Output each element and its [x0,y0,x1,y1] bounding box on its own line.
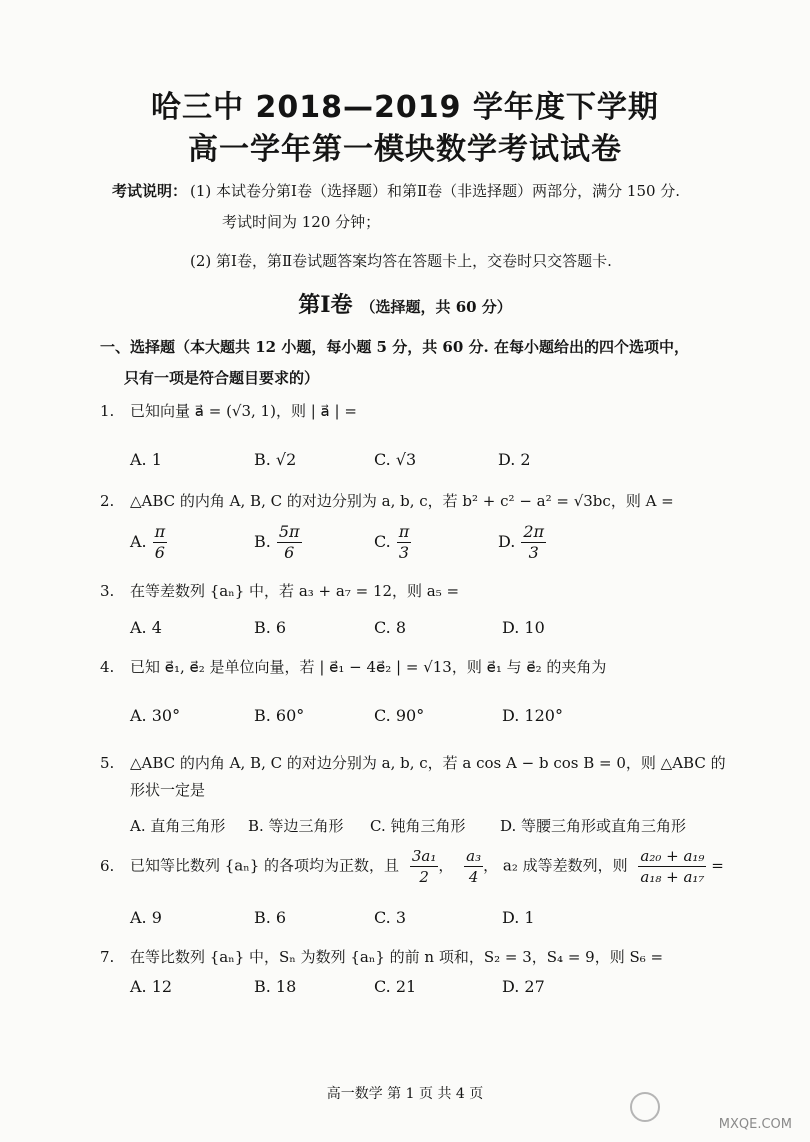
question-5-cont: 形状一定是 [130,781,206,799]
section-subtitle: （选择题，共 60 分） [360,298,512,316]
option-a: A. 9 [130,908,162,927]
question-3: 3. 在等差数列 {aₙ} 中，若 a₃ + a₇ = 12，则 a₅ = [100,582,460,600]
question-7: 7. 在等比数列 {aₙ} 中，Sₙ 为数列 {aₙ} 的前 n 项和，S₂ = 3，S₄ = 9，则 S₆ = [100,948,664,966]
instructions-item2: (2) 第Ⅰ卷，第Ⅱ卷试题答案均答在答题卡上，交卷时只交答题卡. [190,252,612,270]
question-6: 6. 已知等比数列 {aₙ} 的各项均为正数，且 $\frac{\text{3a₁}}{2}$ ， $\frac{\text{a₃}}{4}$ ， a₂ 成等差数列，则 $\frac{\text{a₂₀ + a₁₉}}{\text{a₁₈ + a₁₇}}$ = [100,847,724,886]
instructions-label: 考试说明： [112,182,188,200]
option-c: C. 90° [374,706,425,725]
option-b: B. 6 [254,908,287,927]
part-heading: 一、选择题（本大题共 12 小题，每小题 5 分，共 60 分. 在每小题给出的四个选项中， [100,338,689,356]
option-a: A. $\frac{\pi}{6}$ [130,522,166,562]
option-b: B. √2 [254,450,297,469]
option-a: A. 12 [130,977,173,996]
option-c: C. 3 [374,908,407,927]
option-c: C. 钝角三角形 [370,817,466,835]
option-d: D. $\frac{2\pi}{3}$ [498,522,545,562]
option-b: B. 等边三角形 [248,817,344,835]
option-b: B. 18 [254,977,297,996]
option-a: A. 直角三角形 [130,817,226,835]
option-d: D. 10 [502,618,545,637]
option-d: D. 等腰三角形或直角三角形 [500,817,687,835]
instructions-item1: (1) 本试卷分第Ⅰ卷（选择题）和第Ⅱ卷（非选择题）两部分，满分 150 分. [190,182,681,200]
part-heading-cont: 只有一项是符合题目要求的） [124,369,320,387]
option-d: D. 2 [498,450,531,469]
page-footer: 高一数学 第 1 页 共 4 页 [326,1086,484,1102]
instructions-item1-cont: 考试时间为 120 分钟； [222,213,381,231]
watermark-logo-icon [630,1092,660,1122]
option-c: C. √3 [374,450,417,469]
question-5: 5. △ABC 的内角 A, B, C 的对边分别为 a, b, c，若 a cos A − b cos B = 0，则 △ABC 的 [100,754,726,772]
option-b: B. $\frac{5\pi}{6}$ [254,522,300,562]
option-a: A. 4 [130,618,162,637]
option-b: B. 60° [254,706,305,725]
option-c: C. 21 [374,977,417,996]
question-2: 2. △ABC 的内角 A, B, C 的对边分别为 a, b, c，若 b² + c² − a² = √3bc，则 A = [100,492,674,510]
option-c: C. $\frac{\pi}{3}$ [374,522,410,562]
watermark-text: MXQE.COM [718,1117,792,1132]
question-4: 4. 已知 e⃗₁, e⃗₂ 是单位向量，若 | e⃗₁ − 4e⃗₂ | = √13，则 e⃗₁ 与 e⃗₂ 的夹角为 [100,658,607,676]
section-title: 第Ⅰ卷 （选择题，共 60 分） [298,292,512,318]
exam-title-line2: 高一学年第一模块数学考试试卷 [188,132,622,167]
option-d: D. 120° [502,706,563,725]
option-c: C. 8 [374,618,407,637]
option-d: D. 27 [502,977,545,996]
option-b: B. 6 [254,618,287,637]
question-1: 1. 已知向量 a⃗ = (√3, 1)，则 | a⃗ | = [100,402,357,420]
exam-title-line1: 哈三中 2018—2019 学年度下学期 [151,90,659,125]
option-a: A. 30° [130,706,181,725]
option-a: A. 1 [130,450,162,469]
option-d: D. 1 [502,908,535,927]
